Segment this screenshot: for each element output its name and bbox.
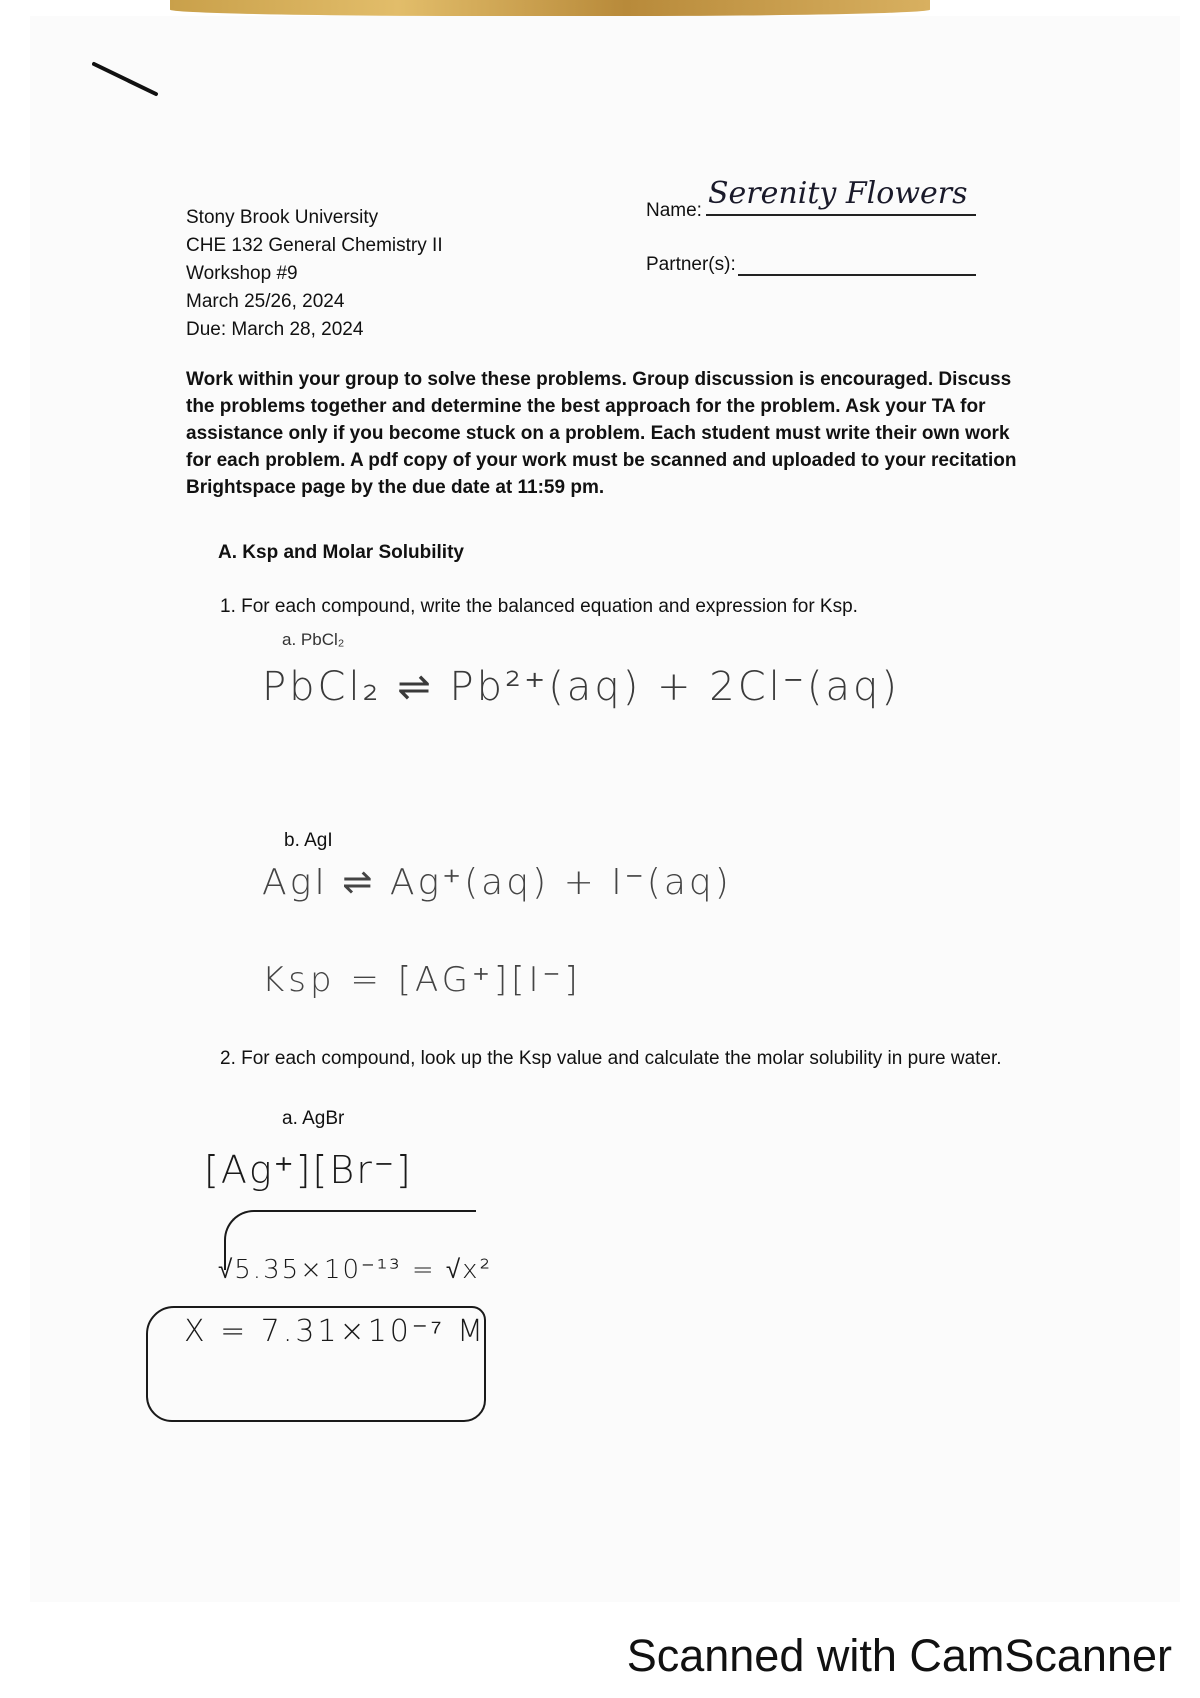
answer-1b-equation: AgI ⇌ Ag⁺(aq) + I⁻(aq)	[262, 862, 732, 903]
answer-2a-ions: [Ag⁺][Br⁻]	[204, 1148, 413, 1192]
name-handwritten: Serenity Flowers	[708, 176, 968, 211]
question-1b-label: b. AgI	[284, 830, 333, 851]
question-2: 2. For each compound, look up the Ksp value and calculate the molar solubility in pure water.	[220, 1048, 1002, 1069]
answer-2a-result: X = 7.31×10⁻⁷ M	[184, 1314, 486, 1349]
answer-1b-ksp: Ksp = [AG⁺][I⁻]	[262, 960, 582, 1000]
answer-2a-calculation: √5.35×10⁻¹³ = √x²	[218, 1255, 492, 1285]
name-underline	[706, 214, 976, 216]
header-line: Due: March 28, 2024	[186, 319, 364, 340]
course-header	[186, 204, 443, 344]
instructions-paragraph: Work within your group to solve these problems. Group discussion is encouraged. Discuss the problems together and determine the best approach for the problem. Ask your TA for assistance only if you become stuck on a problem. Each student must write their own work for each problem. A pdf copy of your work must be scanned and uploaded to your recitation Brightspace page by the due date at 11:59 pm.	[186, 369, 1017, 498]
section-heading: A. Ksp and Molar Solubility	[218, 542, 464, 563]
header-line: March 25/26, 2024	[186, 291, 345, 312]
header-line: Workshop #9	[186, 263, 298, 284]
question-1a-label: a. PbCl₂	[282, 630, 345, 649]
answer-1a-handwritten: PbCl₂ ⇌ Pb²⁺(aq) + 2Cl⁻(aq)	[262, 664, 900, 710]
scan-edge-background	[170, 0, 930, 16]
pen-mark	[92, 60, 162, 100]
header-line: CHE 132 General Chemistry II	[186, 235, 443, 256]
question-2a-label: a. AgBr	[282, 1108, 345, 1129]
scanner-watermark: Scanned with CamScanner	[626, 1630, 1172, 1681]
name-field	[646, 176, 976, 220]
partner-label: Partner(s):	[646, 254, 736, 275]
partner-underline	[738, 274, 976, 276]
question-1: 1. For each compound, write the balanced equation and expression for Ksp.	[220, 596, 858, 617]
name-label: Name:	[646, 200, 702, 221]
partner-field	[646, 250, 976, 280]
header-line: Stony Brook University	[186, 207, 379, 228]
